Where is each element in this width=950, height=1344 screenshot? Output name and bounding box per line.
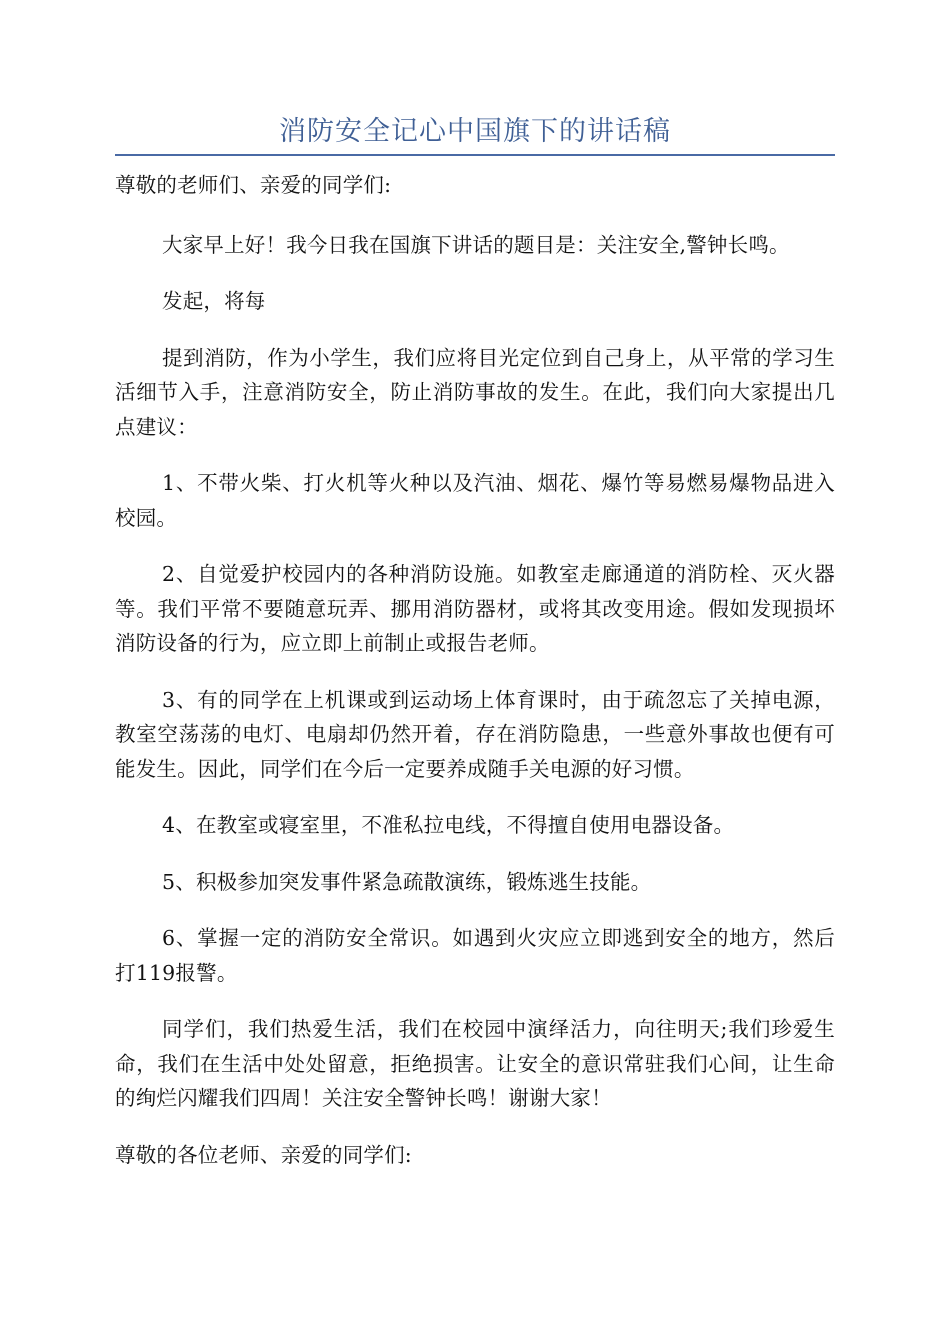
paragraph-closing: 同学们，我们热爱生活，我们在校园中演绎活力，向往明天;我们珍爱生命，我们在生活中处处留意，拒绝损害。让安全的意识常驻我们心间，让生命的绚烂闪耀我们四周！关注安全警钟长鸣！谢谢大家！ [115,1017,835,1110]
paragraph-greeting: 大家早上好！我今日我在国旗下讲话的题目是：关注安全,警钟长鸣。 [162,232,790,257]
salutation: 尊敬的老师们、亲爱的同学们: [115,173,392,197]
paragraph-fragment: 发起，将每 [162,289,266,313]
suggestion-item-5: 5、积极参加突发事件紧急疏散演练，锻炼逃生技能。 [162,869,652,894]
paragraph-intro: 提到消防，作为小学生，我们应将目光定位到自己身上，从平常的学习生活细节入手，注意消防安全，防止消防事故的发生。在此，我们向大家提出几点建议： [115,345,835,439]
title-underline [115,154,835,156]
suggestion-item-1: 1、不带火柴、打火机等火种以及汽油、烟花、爆竹等易燃易爆物品进入校园。 [115,471,835,530]
document-body [115,168,835,1194]
salutation-second: 尊敬的各位老师、亲爱的同学们: [115,1142,412,1167]
suggestion-item-6: 6、掌握一定的消防安全常识。如遇到火灾应立即逃到安全的地方，然后打119报警。 [115,926,835,985]
document-title: 消防安全记心中国旗下的讲话稿 [279,116,671,147]
suggestion-item-2: 2、自觉爱护校园内的各种消防设施。如教室走廊通道的消防栓、灭火器等。我们平常不要随意玩弄、挪用消防器材，或将其改变用途。假如发现损坏消防设备的行为，应立即上前制止或报告老师。 [115,562,835,655]
suggestion-item-4: 4、在教室或寝室里，不准私拉电线，不得擅自使用电器设备。 [162,813,735,837]
suggestion-item-3: 3、有的同学在上机课或到运动场上体育课时，由于疏忽忘了关掉电源，教室空荡荡的电灯、电扇却仍然开着，存在消防隐患，一些意外事故也便有可能发生。因此，同学们在今后一定要养成随手关电源的好习惯。 [115,687,835,781]
